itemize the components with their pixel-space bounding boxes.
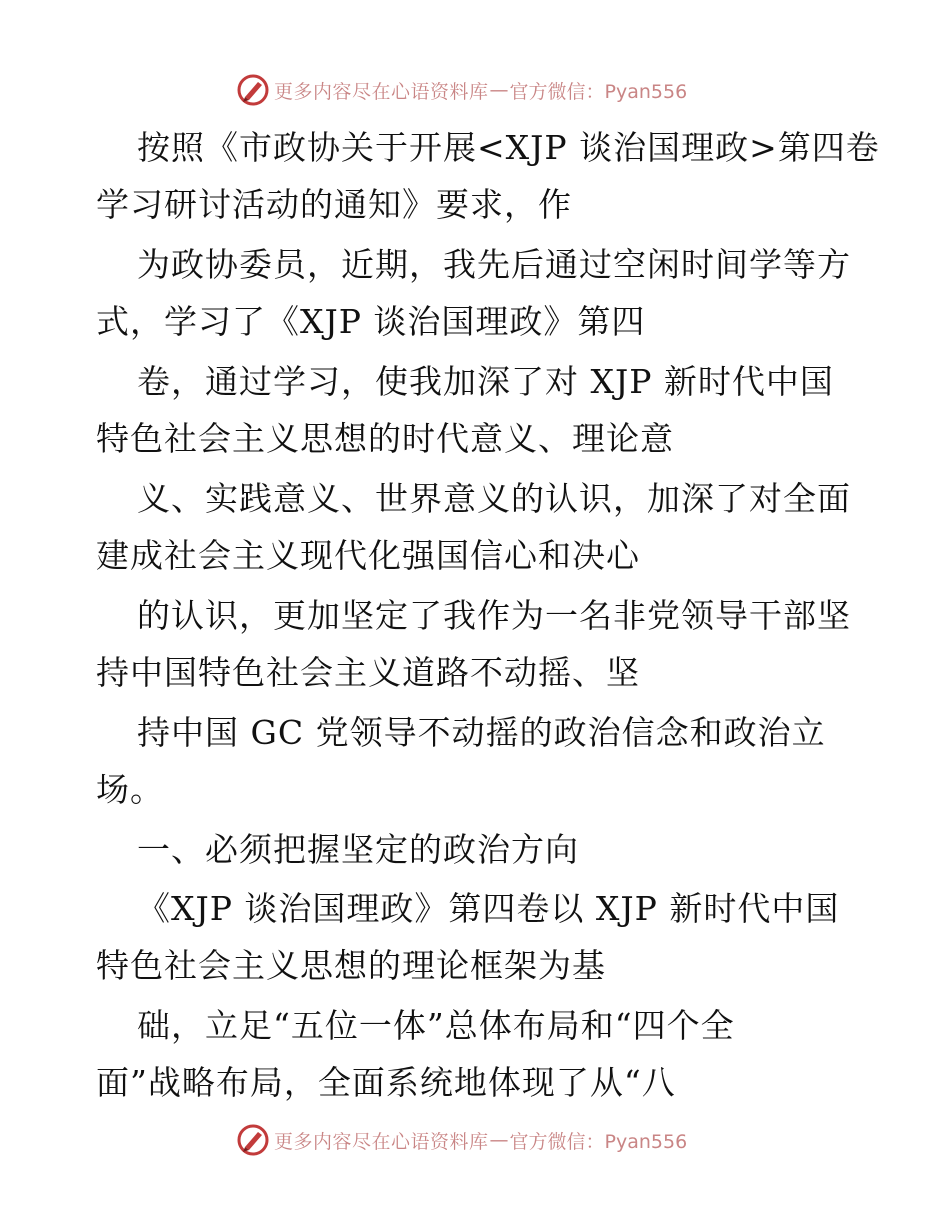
text-line: 持中国 GC 党领导不动摇的政治信念和政治立 [137, 713, 826, 752]
text-line: 按照《市政协关于开展<XJP 谈治国理政>第四卷 [137, 128, 880, 167]
text-line: 建成社会主义现代化强国信心和决心 [96, 536, 640, 575]
text-line: 特色社会主义思想的时代意义、理论意 [96, 419, 674, 458]
watermark-separator: — [489, 1129, 509, 1151]
watermark-account: 官方微信：Pyan556 [509, 80, 688, 103]
watermark-text: 更多内容尽在心语资料库 [274, 80, 489, 103]
header-watermark [236, 72, 687, 108]
text-line: 《XJP 谈治国理政》第四卷以 XJP 新时代中国 [137, 889, 840, 928]
section-heading: 一、必须把握坚定的政治方向 [137, 830, 579, 869]
pen-circle-logo-icon [236, 73, 270, 107]
text-line: 为政协委员，近期，我先后通过空闲时间学等方 [137, 245, 851, 284]
text-line: 持中国特色社会主义道路不动摇、坚 [96, 653, 640, 692]
text-line: 义、实践意义、世界意义的认识，加深了对全面 [137, 479, 851, 518]
text-line: 面”战略布局，全面系统地体现了从“八 [96, 1063, 676, 1102]
footer-watermark [236, 1122, 687, 1158]
text-line: 的认识，更加坚定了我作为一名非党领导干部坚 [137, 596, 851, 635]
text-line: 卷，通过学习，使我加深了对 XJP 新时代中国 [137, 362, 834, 401]
pen-circle-logo-icon [236, 1123, 270, 1157]
text-line: 学习研讨活动的通知》要求，作 [96, 185, 572, 224]
text-line: 础，立足“五位一体”总体布局和“四个全 [137, 1006, 735, 1045]
text-line: 场。 [96, 770, 164, 809]
text-line: 式，学习了《XJP 谈治国理政》第四 [96, 302, 646, 341]
watermark-account: 官方微信：Pyan556 [509, 1130, 688, 1153]
watermark-separator: — [489, 79, 509, 101]
watermark-text: 更多内容尽在心语资料库 [274, 1130, 489, 1153]
text-line: 特色社会主义思想的理论框架为基 [96, 946, 606, 985]
